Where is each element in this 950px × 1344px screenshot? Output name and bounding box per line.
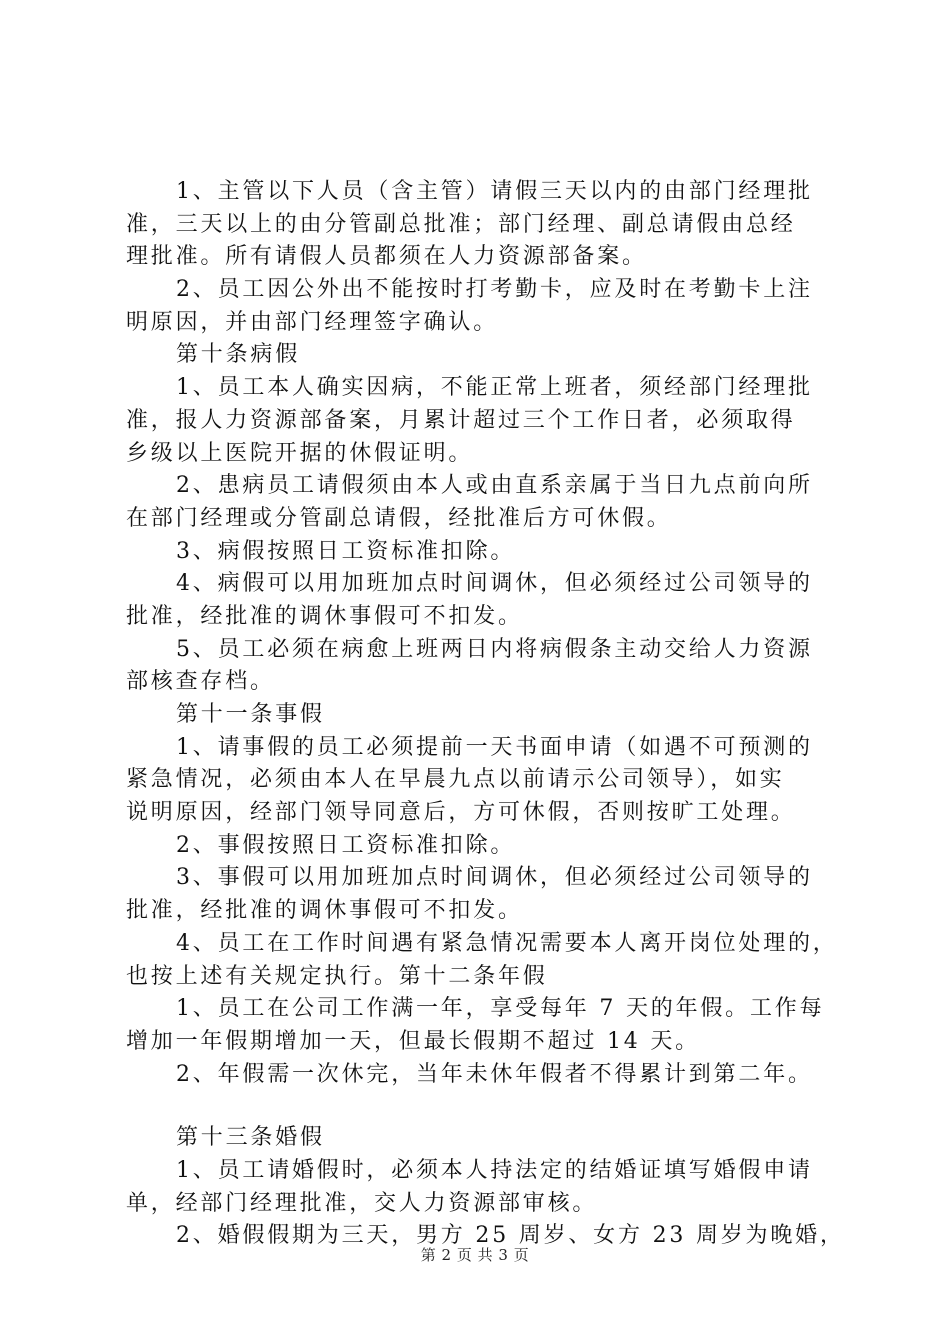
text-line: 批准，经批准的调休事假可不扣发。 <box>126 898 523 924</box>
text-line: 第十条病假 <box>176 342 301 368</box>
text-line: 准，报人力资源部备案，月累计超过三个工作日者，必须取得 <box>126 407 796 433</box>
text-line: 1、主管以下人员（含主管）请假三天以内的由部门经理批 <box>176 179 813 204</box>
text-line: 在部门经理或分管副总请假，经批准后方可休假。 <box>126 505 672 531</box>
page-footer: 第 2 页 共 3 页 <box>420 1246 530 1264</box>
text-line: 理批准。所有请假人员都须在人力资源部备案。 <box>126 244 647 270</box>
text-line: 明原因，并由部门经理签字确认。 <box>126 309 499 335</box>
text-line: 2、事假按照日工资标准扣除。 <box>176 832 516 858</box>
text-line: 4、员工在工作时间遇有紧急情况需要本人离开岗位处理的， <box>176 930 838 956</box>
text-line: 1、员工请婚假时，必须本人持法定的结婚证填写婚假申请 <box>176 1157 813 1183</box>
text-line: 第十三条婚假 <box>176 1125 325 1151</box>
text-line: 1、请事假的员工必须提前一天书面申请（如遇不可预测的 <box>176 734 813 760</box>
text-line: 准，三天以上的由分管副总批准；部门经理、副总请假由总经 <box>126 211 796 237</box>
text-line: 第十一条事假 <box>176 702 325 727</box>
text-line: 说明原因，经部门领导同意后，方可休假，否则按旷工处理。 <box>126 800 796 826</box>
text-line: 2、年假需一次休完，当年未休年假者不得累计到第二年。 <box>176 1061 813 1087</box>
text-line: 1、员工在公司工作满一年，享受每年 7 天的年假。工作每 <box>176 996 825 1022</box>
text-line: 也按上述有关规定执行。第十二条年假 <box>126 963 548 989</box>
document-body <box>126 176 845 1253</box>
text-line: 2、员工因公外出不能按时打考勤卡，应及时在考勤卡上注 <box>176 277 813 303</box>
text-line: 部核查存档。 <box>126 669 275 695</box>
text-line: 4、病假可以用加班加点时间调休，但必须经过公司领导的 <box>176 571 813 597</box>
text-line: 紧急情况，必须由本人在早晨九点以前请示公司领导），如实 <box>126 767 785 793</box>
text-line: 批准，经批准的调休事假可不扣发。 <box>126 603 523 629</box>
text-line: 3、病假按照日工资标准扣除。 <box>176 538 516 564</box>
text-line: 5、员工必须在病愈上班两日内将病假条主动交给人力资源 <box>176 636 813 662</box>
text-line: 单，经部门经理批准，交人力资源部审核。 <box>126 1190 598 1216</box>
text-line: 2、患病员工请假须由本人或由直系亲属于当日九点前向所 <box>176 473 813 499</box>
text-line: 3、事假可以用加班加点时间调休，但必须经过公司领导的 <box>176 865 813 891</box>
text-line: 2、婚假假期为三天，男方 25 周岁、女方 23 周岁为晚婚， <box>176 1223 845 1249</box>
text-line: 增加一年假期增加一天，但最长假期不超过 14 天。 <box>126 1028 700 1054</box>
text-line: 乡级以上医院开据的休假证明。 <box>126 440 474 466</box>
text-line: 1、员工本人确实因病，不能正常上班者，须经部门经理批 <box>176 375 813 401</box>
blank-line <box>126 1091 834 1122</box>
